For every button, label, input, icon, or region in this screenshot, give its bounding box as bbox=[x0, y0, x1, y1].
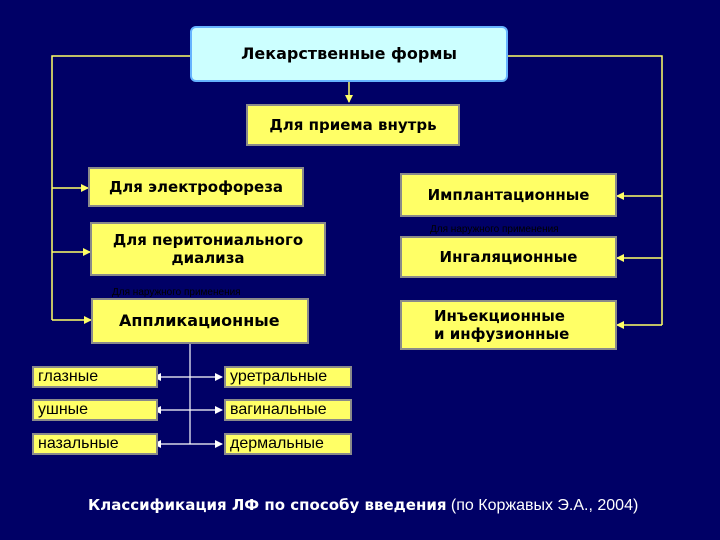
leaf-dermal: дермальные bbox=[224, 433, 352, 455]
node-oral: Для приема внутрь bbox=[246, 104, 460, 146]
left-external-note: Для наружного применения bbox=[112, 287, 241, 298]
node-peritoneal-dialysis bbox=[90, 222, 326, 276]
node-peritoneal-line2: диализа bbox=[171, 249, 245, 267]
caption-source: (по Коржавых Э.А., 2004) bbox=[446, 497, 639, 514]
right-external-note: Для наружного применения bbox=[430, 224, 559, 235]
node-injection-line2: и инфузионные bbox=[434, 325, 570, 343]
root-node-dosage-forms: Лекарственные формы bbox=[190, 26, 508, 82]
leaf-vaginal: вагинальные bbox=[224, 399, 352, 421]
node-injection-infusion bbox=[400, 300, 617, 350]
node-application: Аппликационные bbox=[91, 298, 309, 344]
node-implantation: Имплантационные bbox=[400, 173, 617, 217]
node-injection-line1: Инъекционные bbox=[434, 307, 565, 325]
leaf-nasal: назальные bbox=[32, 433, 158, 455]
leaf-urethral: уретральные bbox=[224, 366, 352, 388]
node-inhalation: Ингаляционные bbox=[400, 236, 617, 278]
leaf-eye: глазные bbox=[32, 366, 158, 388]
node-electrophoresis: Для электрофореза bbox=[88, 167, 304, 207]
node-peritoneal-line1: Для перитониального bbox=[112, 231, 304, 249]
caption-bold: Классификация ЛФ по способу введения bbox=[88, 496, 447, 514]
figure-caption bbox=[88, 496, 648, 516]
leaf-ear: ушные bbox=[32, 399, 158, 421]
